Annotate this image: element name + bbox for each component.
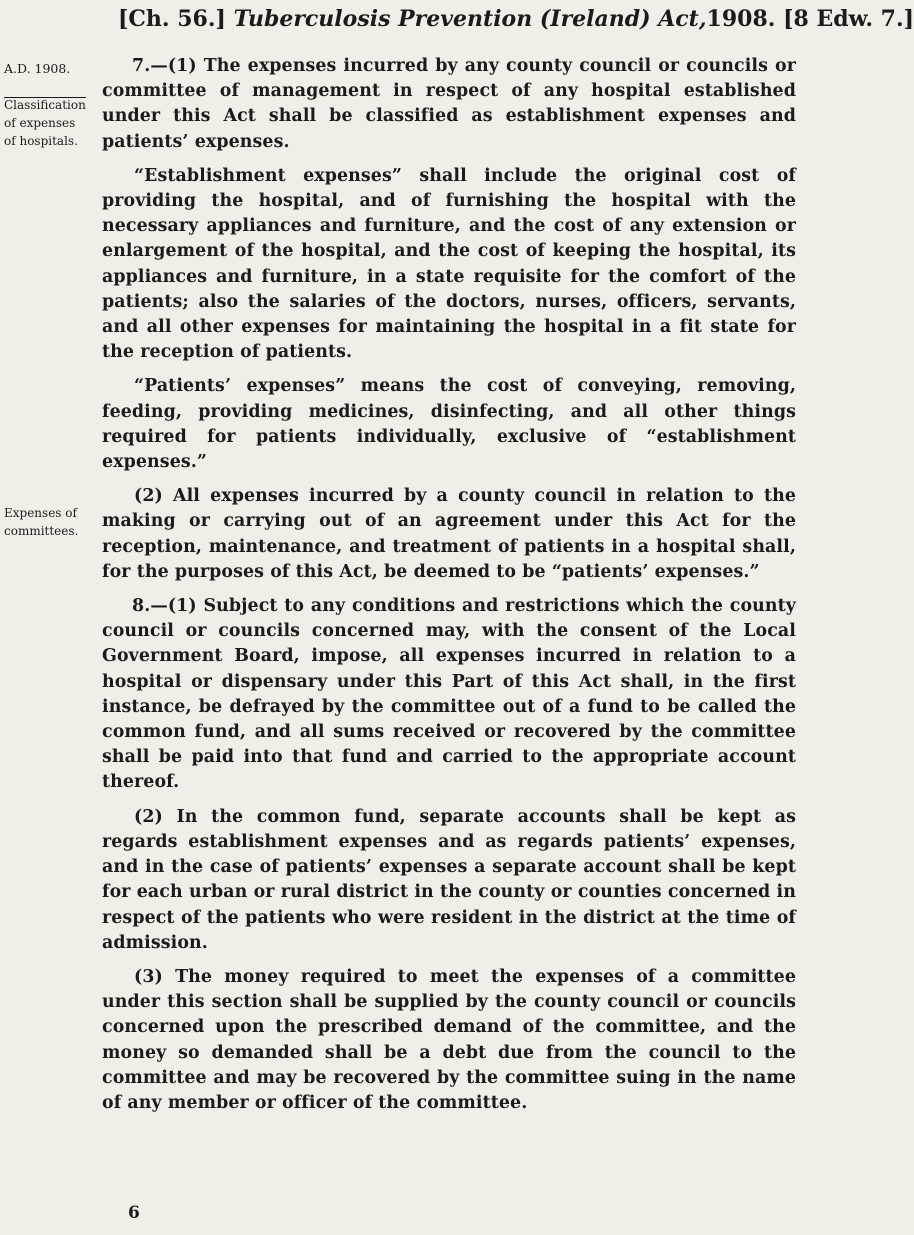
definition-patients-expenses: “Patients’ expenses” means the cost of conveying, removing, feeding, providing medicines, disinfecting, and all other things required for patients individually, exclusive of “establishment expenses.”: [102, 376, 796, 473]
body-text: [102, 54, 796, 1116]
margin-note-line: committees.: [4, 524, 79, 538]
margin-note-line: of expenses: [4, 116, 76, 130]
definition-establishment-expenses: “Establishment expenses” shall include the original cost of providing the hospital, and of furnishing the hospital with the necessary appliances and furniture, and the cost of any extension or enlargement of the hospital, and the cost of keeping the hospital, its appliances and furniture, in a state requisite for the comfort of the patients; also the salaries of the doctors, nurses, officers, servants, and all other expenses for maintaining the hospital in a fit state for the reception of patients.: [102, 165, 796, 363]
margin-note-line: Expenses of: [4, 506, 77, 520]
page-number: 6: [128, 1203, 140, 1223]
section-8-subsection-1: 8.—(1) Subject to any conditions and restrictions which the county council or councils concerned may, with the consent of the Local Government Board, impose, all expenses incurred in relation to a hospital or dispensary under this Part of this Act shall, in the first instance, be defrayed by the committee out of a fund to be called the common fund, and all sums received or recovered by the committee shall be paid into that fund and carried to the appropriate account thereof.: [102, 596, 796, 793]
margin-year: A.D. 1908.: [4, 61, 71, 76]
regnal-year: [8 Edw. 7.]: [783, 6, 914, 32]
section-8-subsection-3: (3) The money required to meet the expenses of a committee under this section shall be supplied by the county council or councils concerned upon the prescribed demand of the committee, and the money so demanded shall be a debt due from the council to the committee and may be recovered by the committee suing in the name of any member or officer of the committee.: [102, 966, 796, 1113]
act-title: Tuberculosis Prevention (Ireland) Act,: [233, 6, 707, 32]
margin-note-classification: [4, 96, 90, 150]
section-7-subsection-2: (2) All expenses incurred by a county council in relation to the making or carrying out of an agreement under this Act for the reception, maintenance, and treatment of patients in a hospital shall, for the purposes of this Act, be deemed to be “patients’ expenses.”: [102, 486, 796, 582]
act-year: 1908.: [706, 6, 776, 32]
section-8-subsection-2: (2) In the common fund, separate accounts shall be kept as regards establishment expenses and as regards patients’ expenses, and in the case of patients’ expenses a separate account shall be kept for each urban or rural district in the county or counties concerned in respect of the patients who were resident in the district at the time of admission.: [102, 806, 796, 953]
running-head: [118, 6, 914, 32]
margin-note-committees: [4, 504, 90, 540]
margin-note-line: of hospitals.: [4, 134, 78, 148]
section-7-subsection-1: 7.—(1) The expenses incurred by any county council or councils or committee of management in respect of any hospital established under this Act shall be classified as establishment expenses and patients’ expenses.: [102, 56, 796, 152]
margin-note-line: Classification: [4, 98, 86, 112]
chapter-ref: [Ch. 56.]: [118, 6, 226, 32]
